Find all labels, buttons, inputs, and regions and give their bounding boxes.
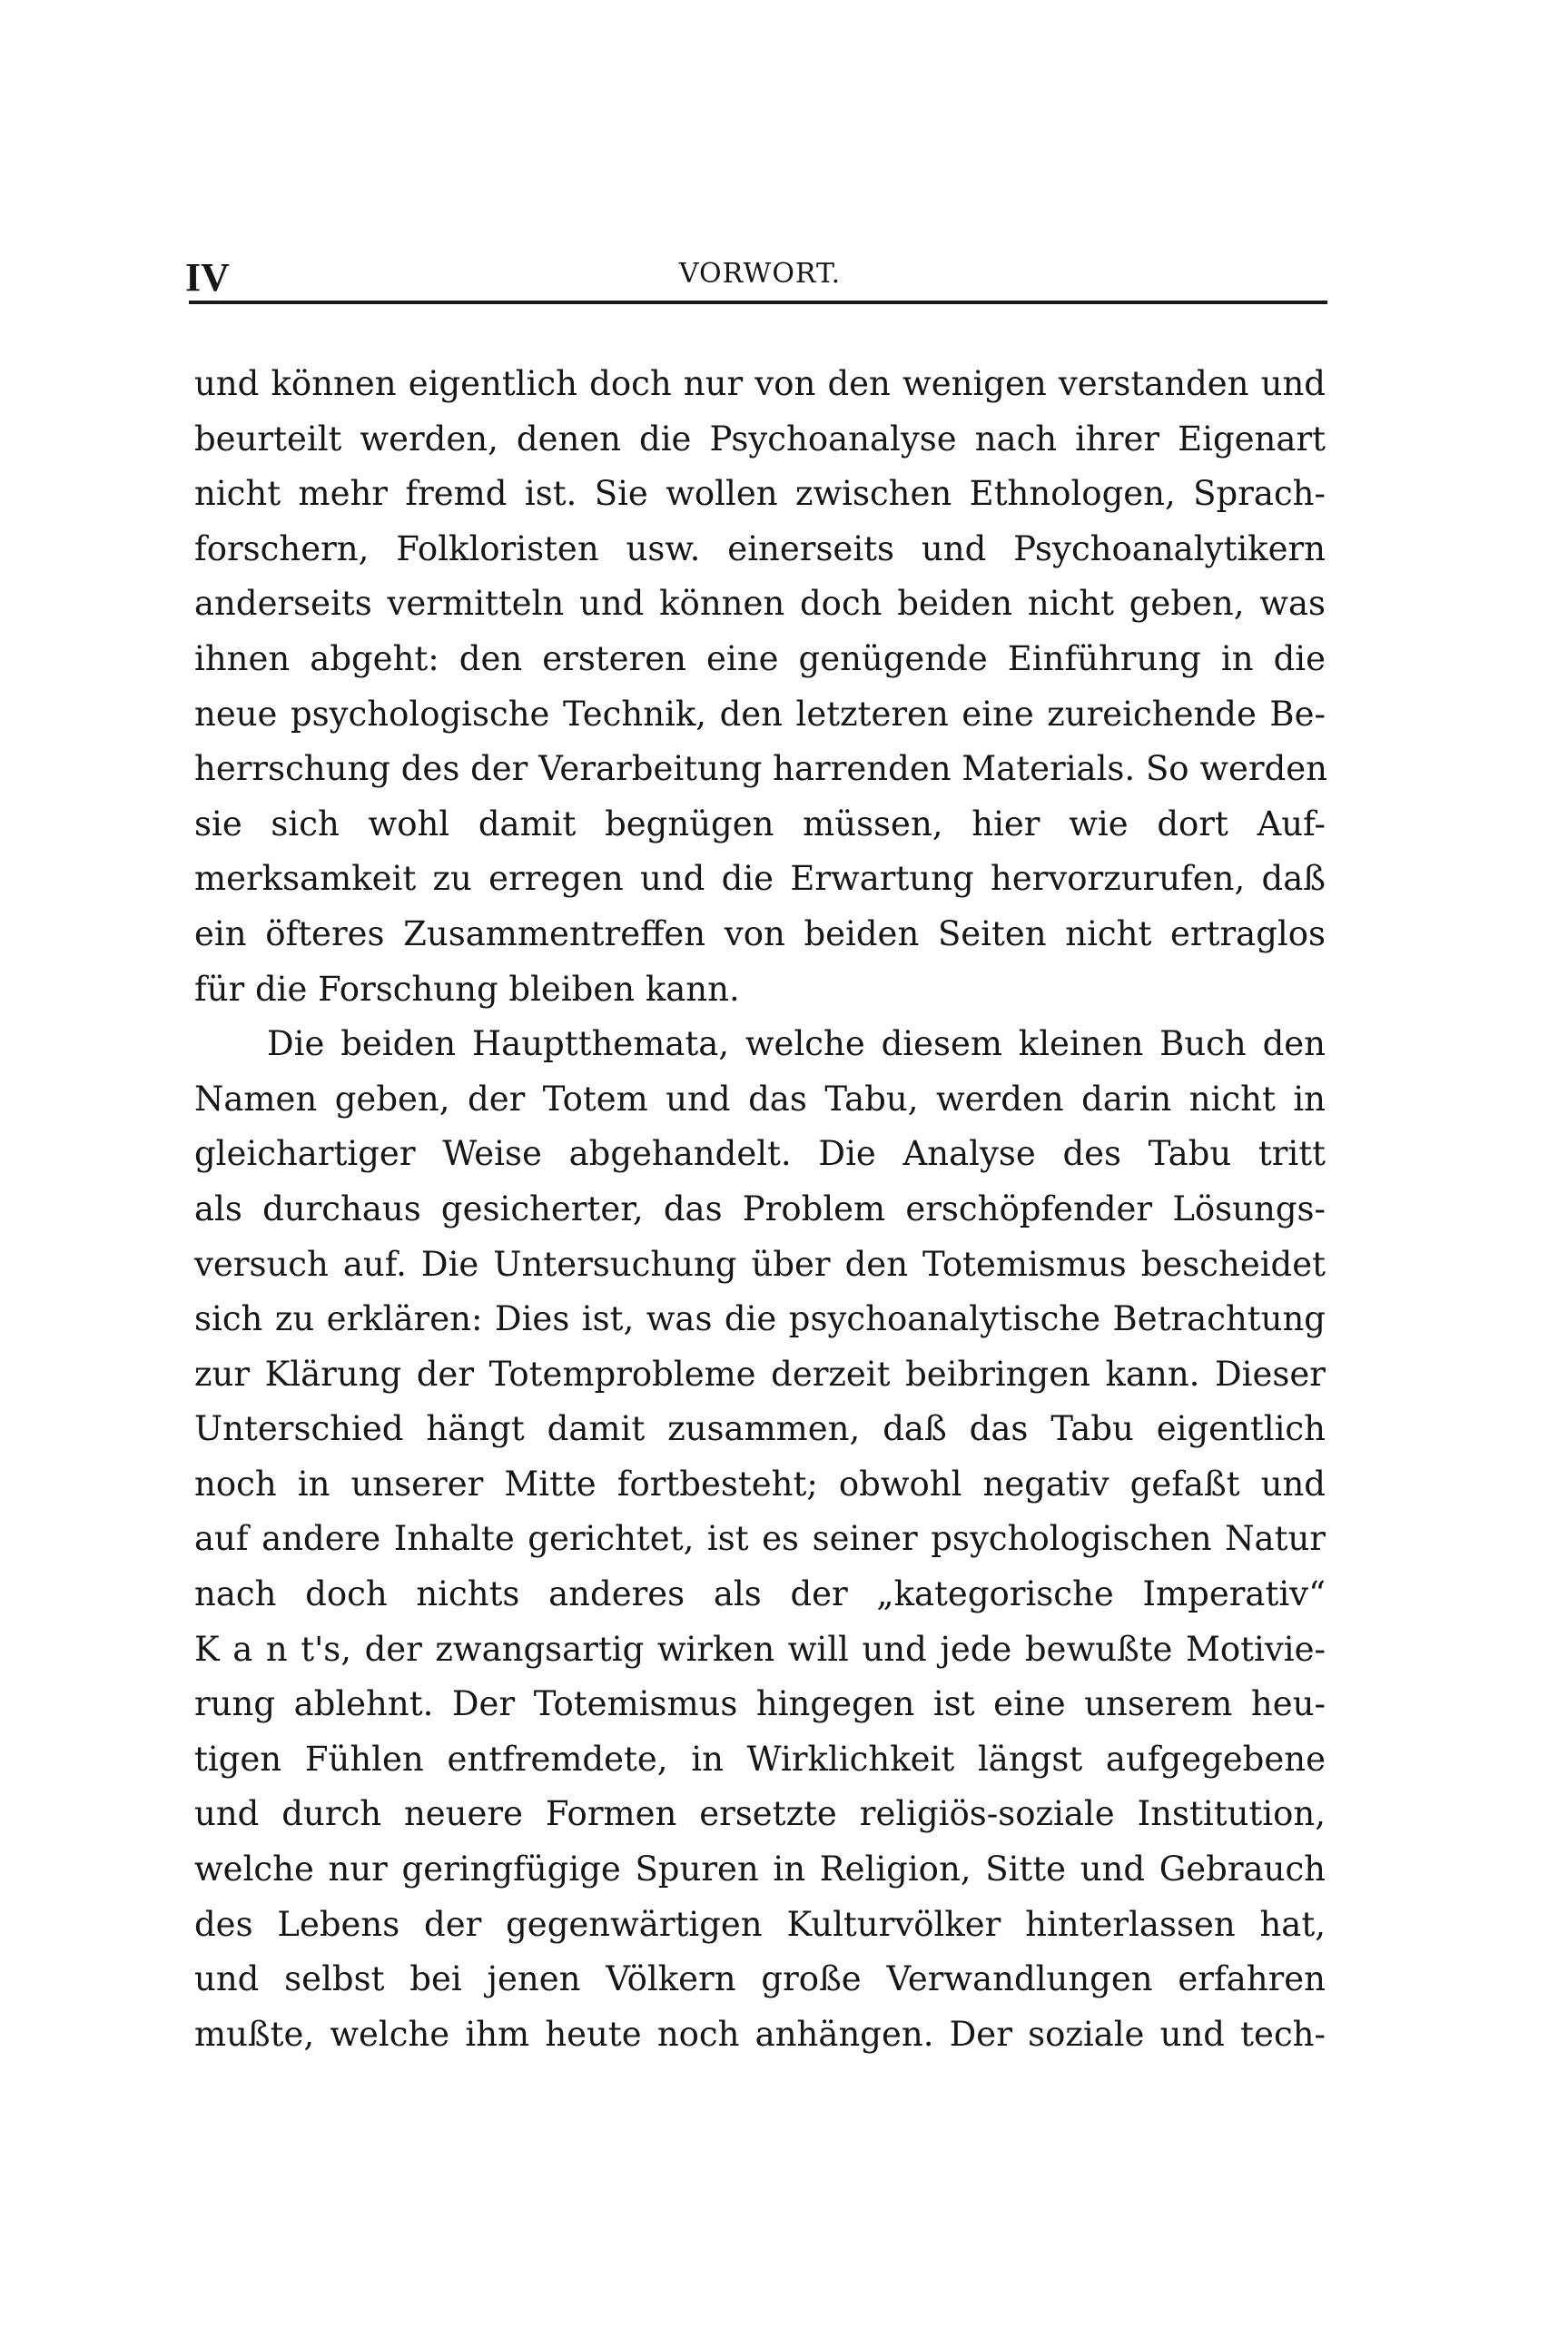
text-line: rung ablehnt. Der Totemismus hingegen ist eine unserem heu- — [194, 1684, 1326, 1724]
text-line: anderseits vermitteln und können doch beiden nicht geben, was — [194, 584, 1326, 624]
text-line: noch in unserer Mitte fortbesteht; obwohl negativ gefaßt und — [194, 1464, 1326, 1504]
text-line: und durch neuere Formen ersetzte religiös-soziale Institution, — [194, 1794, 1326, 1834]
text-line: und selbst bei jenen Völkern große Verwandlungen erfahren — [194, 1959, 1326, 1999]
header-rule — [189, 301, 1327, 304]
text-line: als durchaus gesicherter, das Problem erschöpfender Lösungs- — [194, 1189, 1326, 1228]
text-line: des Lebens der gegenwärtigen Kulturvölker hinterlassen hat, — [194, 1904, 1326, 1944]
text-line: ein öfteres Zusammentreffen von beiden Seiten nicht ertraglos — [194, 913, 1326, 953]
text-line: K a n t's, der zwangsartig wirken will und jede bewußte Motivie- — [194, 1629, 1326, 1669]
text-line: sie sich wohl damit begnügen müssen, hier wie dort Auf- — [194, 804, 1326, 843]
text-line: versuch auf. Die Untersuchung über den Totemismus bescheidet — [194, 1244, 1326, 1284]
text-line: und können eigentlich doch nur von den wenigen verstanden und — [194, 364, 1326, 403]
text-line: Unterschied hängt damit zusammen, daß das Tabu eigentlich — [194, 1409, 1326, 1449]
running-title: VORWORT. — [678, 258, 842, 290]
text-line: merksamkeit zu erregen und die Erwartung hervorzurufen, daß — [194, 859, 1326, 899]
text-line: herrschung des der Verarbeitung harrenden Materials. So werden — [194, 749, 1327, 789]
body-text — [194, 357, 1326, 2062]
text-line: beurteilt werden, denen die Psychoanalyse nach ihrer Eigenart — [194, 419, 1326, 459]
text-line: mußte, welche ihm heute noch anhängen. Der soziale und tech- — [194, 2014, 1326, 2054]
text-line: zur Klärung der Totemprobleme derzeit beibringen kann. Dieser — [194, 1354, 1326, 1394]
text-line: neue psychologische Technik, den letzteren eine zureichende Be- — [194, 694, 1326, 734]
text-line: nach doch nichts anderes als der „kategorische Imperativ“ — [194, 1574, 1326, 1614]
text-line: Namen geben, der Totem und das Tabu, werden darin nicht in — [194, 1079, 1326, 1119]
text-line: forschern, Folkloristen usw. einerseits und Psychoanalytikern — [194, 528, 1326, 568]
text-line: auf andere Inhalte gerichtet, ist es seiner psychologischen Natur — [194, 1519, 1326, 1559]
text-line: sich zu erklären: Dies ist, was die psychoanalytische Betrachtung — [194, 1299, 1326, 1339]
text-line: ihnen abgeht: den ersteren eine genügende Einführung in die — [194, 638, 1326, 678]
text-line: für die Forschung bleiben kann. — [194, 969, 740, 1009]
page-number: IV — [185, 255, 230, 300]
text-line: gleichartiger Weise abgehandelt. Die Analyse des Tabu tritt — [194, 1134, 1326, 1174]
text-line: welche nur geringfügige Spuren in Religion, Sitte und Gebrauch — [194, 1850, 1326, 1889]
text-line: nicht mehr fremd ist. Sie wollen zwischen Ethnologen, Sprach- — [194, 474, 1326, 514]
text-line: tigen Fühlen entfremdete, in Wirklichkeit längst aufgegebene — [194, 1739, 1326, 1779]
text-line: Die beiden Hauptthemata, welche diesem kleinen Buch den — [267, 1024, 1326, 1064]
